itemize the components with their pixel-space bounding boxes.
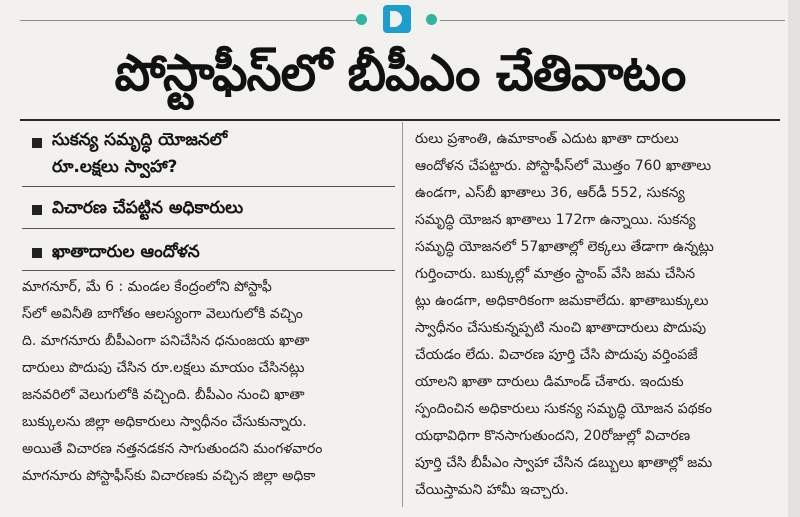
body-line: స్వాధీనం చేసుకున్నప్పటి నుంచి ఖాతాదారులు పొదుపు [415,320,707,336]
body-line: దారులు పొదుపు చేసిన రూ.లక్షలు మాయం చేసినట్లు [22,360,305,376]
bullet-square-icon [32,205,42,215]
highlight-separator [22,186,395,187]
page-edge-shadow [788,0,800,517]
highlight-line: విచారణ చేపట్టిన అధికారులు [52,198,244,218]
body-line: జనవరిలో వెలుగులోకి వచ్చింది. బీపీఎం నుంచి ఖాతా [22,387,305,403]
bullet-square-icon [32,138,42,148]
body-line: స్‌లో అవినీతి బాగోతం ఆలస్యంగా వెలుగులోకి వచ్చిం [22,306,303,322]
body-line: సమృద్ధి యోజన ఖాతాలు 172గా ఉన్నాయి. సుకన్య [415,212,696,228]
body-line: ఉండగా, ఎస్‌బీ ఖాతాలు 36, ఆర్‌డీ 552, సుకన్య [415,185,685,201]
highlight-separator [22,228,395,229]
body-line: స్పందించిన అధికారులు సుకన్య సమృద్ధి యోజన పథకం [415,401,713,417]
highlight-line: సుకన్య సమృద్ధి యోజనలో [52,130,228,150]
highlight-item [22,128,395,180]
body-line: చేయడం లేదు. విచారణ పూర్తి చేసి పొదుపు వర్తింపజే [415,347,698,363]
article-headline: పోస్టాఫీస్‌లో బీపీఎం చేతివాటం [114,43,686,102]
article-body-right [415,126,785,504]
highlight-line: రూ.లక్షలు స్వాహా? [52,157,178,177]
highlight-item [22,196,395,224]
body-line: అయితే విచారణ నత్తనడకన సాగుతుందని మంగళవారం [22,441,323,457]
masthead-rule-left [20,20,365,21]
column-divider [402,122,403,507]
body-line: రులు ప్రశాంతి, ఉమాకాంత్ ఎదుట ఖాతా దారులు [415,131,679,147]
article-body-left [22,274,398,490]
masthead-dot-right [426,14,437,25]
body-line: మాగనూర్, మే 6 : మండల కేంద్రంలోని పోస్టాఫీ [22,279,272,295]
body-line: చేయిస్తామని హామీ ఇచ్చారు. [415,482,569,498]
body-line: ఆందోళన చేపట్టారు. పోస్టాఫీస్‌లో మొత్తం 760 ఖాతాలు [415,158,712,174]
masthead [0,0,800,34]
body-line: ట్లు ఉండగా, అధికారికంగా జమకాలేదు. ఖాతాబుక్కులు [415,293,709,309]
body-line: యాలని ఖాతా దారులు డిమాండ్ చేశారు. ఇందుకు [415,374,684,390]
body-line: సమృద్ధి యోజనలో 57ఖాతాల్లో లెక్కలు తేడాగా ఉన్నట్లు [415,239,714,255]
highlight-item [22,240,395,268]
body-line: పూర్తి చేసి బీపీఎం స్వాహా చేసిన డబ్బులు ఖాతాల్లో జమ [415,455,713,471]
body-line: ది. మాగనూరు బీపీఎంగా పనిచేసిన ధనుంజయ ఖాతా [22,333,310,349]
masthead-dot-left [356,14,367,25]
body-line: మాగనూరు పోస్టాఫీస్‌కు విచారణకు వచ్చిన జిల్లా అధికా [22,468,316,484]
headline-divider [20,119,780,121]
masthead-logo-icon [383,5,411,33]
highlight-line: ఖాతాదారుల ఆందోళన [52,242,200,262]
masthead-rule-right [440,20,785,21]
bullet-square-icon [32,248,42,258]
highlight-separator [22,270,395,271]
body-line: యథావిధిగా కొనసాగుతుందని, 20రోజుల్లో విచారణ [415,428,691,444]
body-line: బుక్కులను జిల్లా అధికారులు స్వాధీనం చేసుకున్నారు. [22,414,307,430]
body-line: గుర్తించారు. బుక్కుల్లో మాత్రం స్టాంప్ వేసి జమ చేసిన [415,266,696,282]
